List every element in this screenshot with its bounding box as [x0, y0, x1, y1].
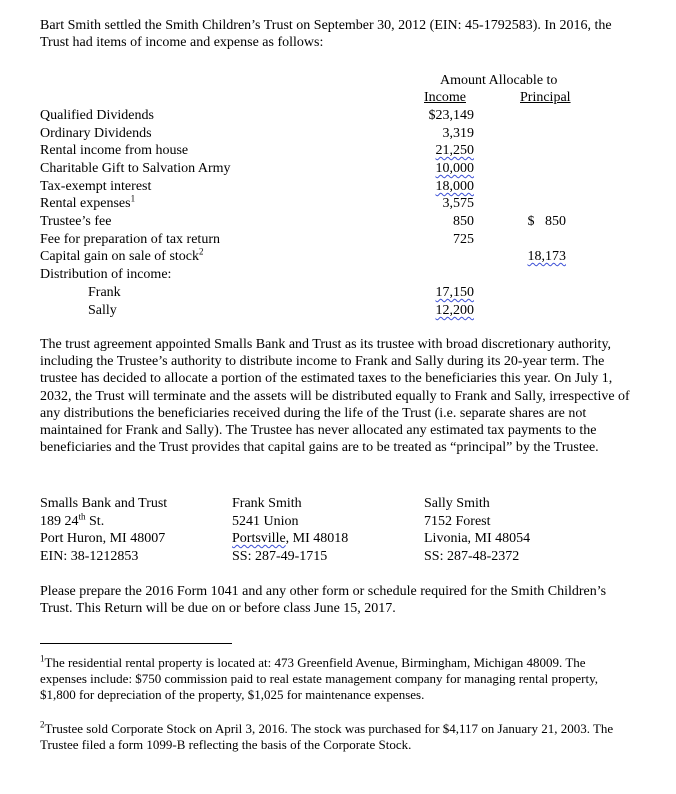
- footnote-2-mark: 2: [40, 719, 45, 730]
- income-frank: [374, 284, 474, 301]
- row-label-capital-gain: Capital gain on sale of stock$^2$: [40, 246, 204, 264]
- address-bank-name: Smalls Bank and Trust: [40, 496, 168, 511]
- income-prep-fee: 725: [453, 232, 474, 247]
- income-tax-exempt-value: 18,000: [435, 179, 474, 194]
- income-sally-value: 12,200: [435, 303, 474, 318]
- address-sally-ssn: SS: 287-48-2372: [424, 549, 520, 564]
- address-sally-city: Livonia, MI 48054: [424, 531, 531, 546]
- row-label-rental-income: Rental income from house: [40, 143, 189, 158]
- row-label-tax-exempt-interest: Tax-exempt interest: [40, 179, 152, 194]
- income-trustee-fee: 850: [453, 214, 474, 229]
- income-rental-expenses: 3,575: [442, 196, 474, 211]
- row-label-trustee-fee: Trustee’s fee: [40, 214, 112, 229]
- principal-trustee-fee: $ 850: [527, 214, 566, 229]
- principal-capital-gain: [466, 248, 566, 265]
- address-sally-name: Sally Smith: [424, 496, 490, 511]
- income-tax-exempt-interest: [374, 178, 474, 195]
- trust-agreement-paragraph: The trust agreement appointed Smalls Bank and Trust as its trustee with broad discretionary authority, including the Trustee’s authority to distribute income to Frank and Sally during its 20-year term. The trustee has decided to allocate a portion of the estimated taxes to the beneficiaries this year. On July 1, 2032, the Trust will terminate and the assets will be distributed equally to Frank and Sally, irrespective of any distributions the beneficiaries received during the life of the Trust (i.e. separate shares are not maintained for Frank and Sally). The Trustee has never allocated any estimated tax payments to the beneficiaries and the Trust provides that capital gains are to be treated as “principal” by the Trustee.: [40, 337, 630, 456]
- income-frank-value: 17,150: [435, 285, 474, 300]
- address-bank-city: Port Huron, MI 48007: [40, 531, 166, 546]
- row-label-qualified-dividends: Qualified Dividends: [40, 108, 154, 123]
- principal-capital-gain-value: 18,173: [527, 249, 566, 264]
- income-charitable-gift: [374, 160, 474, 177]
- address-bank-ein: EIN: 38-1212853: [40, 549, 139, 564]
- address-frank-city: Portsville, MI 48018: [232, 531, 349, 546]
- amount-allocable-header: Amount Allocable to: [440, 73, 558, 88]
- address-frank-name: Frank Smith: [232, 496, 302, 511]
- footnote-1-mark: 1: [40, 653, 45, 664]
- footnote-ref-1: 1: [130, 193, 136, 204]
- row-label-frank: Frank: [88, 285, 121, 300]
- footnote-2: $^2$Trustee sold Corporate Stock on April 3, 2016. The stock was purchased for $4,117 on January 21, 2003. The Trustee filed a form 1099-B reflecting the basis of the Corporate Stock.: [40, 719, 614, 752]
- income-rental-income: [374, 142, 474, 159]
- income-charitable-gift-value: 10,000: [435, 161, 474, 176]
- instructions-paragraph: Please prepare the 2016 Form 1041 and any other form or schedule required for the Smith Children’s Trust. This Return will be due on or before class June 15, 2017.: [40, 584, 607, 617]
- footnote-separator: [40, 643, 232, 644]
- income-qualified-dividends: $23,149: [428, 108, 474, 123]
- row-label-ordinary-dividends: Ordinary Dividends: [40, 126, 152, 141]
- income-rental-income-value: 21,250: [435, 143, 474, 158]
- row-label-charitable-gift: Charitable Gift to Salvation Army: [40, 161, 231, 176]
- address-frank-street: 5241 Union: [232, 514, 299, 529]
- income-sally: [374, 302, 474, 319]
- row-label-sally: Sally: [88, 303, 117, 318]
- principal-column-header: Principal: [520, 90, 571, 105]
- income-column-header: Income: [424, 90, 466, 105]
- address-bank-street: 189 24th St.: [40, 511, 105, 529]
- address-frank-ssn: SS: 287-49-1715: [232, 549, 328, 564]
- row-label-distribution: Distribution of income:: [40, 267, 172, 282]
- address-sally-street: 7152 Forest: [424, 514, 491, 529]
- income-ordinary-dividends: 3,319: [442, 126, 474, 141]
- row-label-rental-expenses: Rental expenses$^1$: [40, 193, 136, 211]
- row-label-prep-fee: Fee for preparation of tax return: [40, 232, 220, 247]
- intro-paragraph: Bart Smith settled the Smith Children’s Trust on September 30, 2012 (EIN: 45-1792583). In 2016, the Trust had items of income and expense as follows:: [40, 18, 612, 51]
- footnote-1: $^1$The residential rental property is located at: 473 Greenfield Avenue, Birmingham, Michigan 48009. The expenses include: $750 commission paid to real estate management company for managing rental property, $1,800 for depreciation of the property, $1,025 for maintenance expenses.: [40, 653, 598, 702]
- footnote-ref-2: 2: [199, 246, 204, 257]
